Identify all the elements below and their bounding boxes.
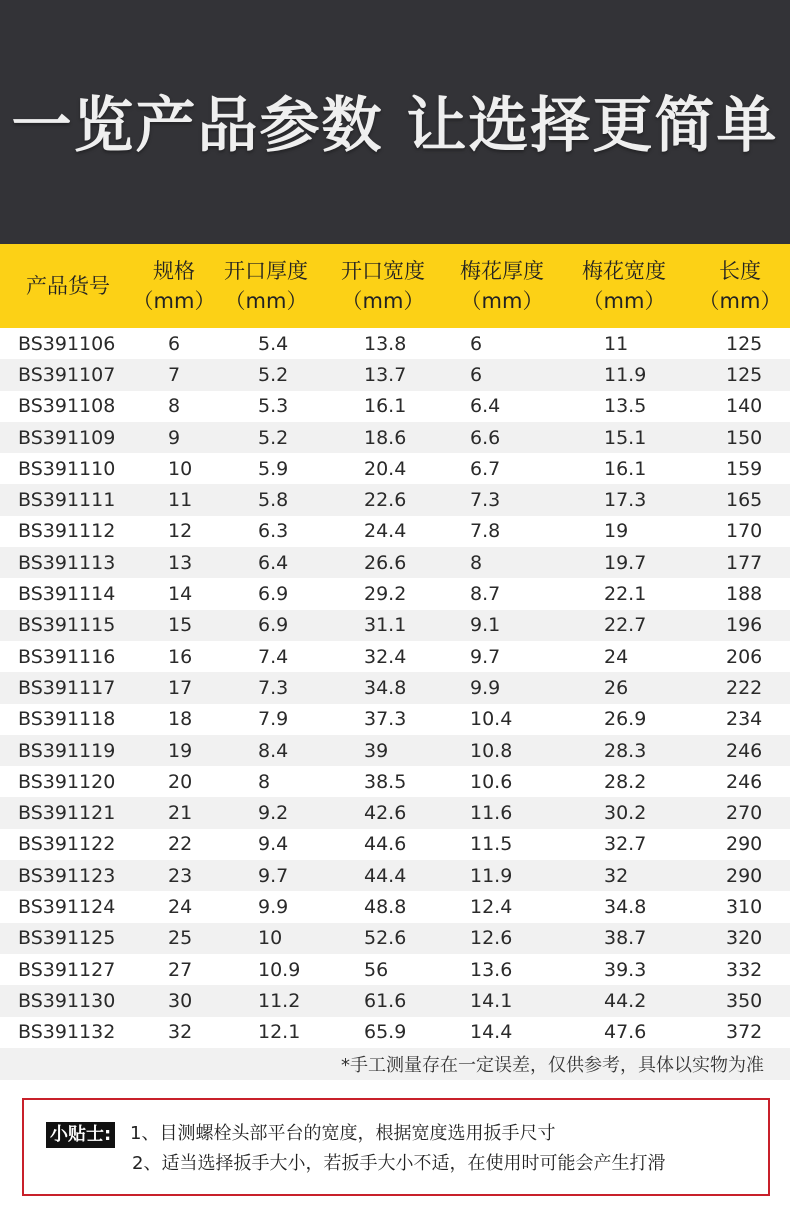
- cell-open-thickness: 10: [258, 927, 283, 950]
- cell-open-thickness: 12.1: [258, 1021, 301, 1044]
- header-spec: [132, 244, 216, 328]
- header-unit: （mm）: [224, 289, 308, 313]
- cell-length: 206: [726, 645, 763, 668]
- cell-product-code: BS391111: [18, 489, 116, 512]
- cell-spec: 8: [168, 395, 181, 418]
- cell-ring-thickness: 9.9: [470, 676, 501, 699]
- cell-spec: 13: [168, 551, 193, 574]
- cell-ring-width: 16.1: [604, 457, 647, 480]
- cell-open-width: 18.6: [364, 426, 407, 449]
- cell-ring-thickness: 7.8: [470, 520, 501, 543]
- cell-product-code: BS391115: [18, 614, 116, 637]
- cell-product-code: BS391123: [18, 864, 116, 887]
- table-row: [0, 891, 790, 922]
- cell-ring-width: 22.7: [604, 614, 647, 637]
- cell-open-width: 61.6: [364, 989, 407, 1012]
- cell-open-width: 52.6: [364, 927, 407, 950]
- cell-spec: 9: [168, 426, 181, 449]
- cell-length: 372: [726, 1021, 763, 1044]
- header-label: 梅花宽度: [582, 259, 666, 283]
- cell-open-width: 48.8: [364, 895, 407, 918]
- cell-product-code: BS391127: [18, 958, 116, 981]
- cell-length: 234: [726, 708, 763, 731]
- cell-open-thickness: 5.9: [258, 457, 289, 480]
- cell-ring-thickness: 11.9: [470, 864, 513, 887]
- table-row: [0, 672, 790, 703]
- cell-ring-width: 44.2: [604, 989, 647, 1012]
- header-unit: （mm）: [341, 289, 425, 313]
- cell-length: 222: [726, 676, 763, 699]
- cell-ring-thickness: 9.7: [470, 645, 501, 668]
- cell-length: 125: [726, 332, 763, 355]
- cell-product-code: BS391113: [18, 551, 116, 574]
- cell-open-thickness: 5.2: [258, 426, 289, 449]
- cell-product-code: BS391117: [18, 676, 116, 699]
- cell-ring-width: 11.9: [604, 363, 647, 386]
- cell-open-width: 56: [364, 958, 389, 981]
- cell-ring-thickness: 9.1: [470, 614, 501, 637]
- cell-ring-width: 24: [604, 645, 629, 668]
- cell-ring-thickness: 6: [470, 363, 483, 386]
- table-row: [0, 610, 790, 641]
- cell-ring-width: 39.3: [604, 958, 647, 981]
- table-body: [0, 328, 790, 1048]
- cell-open-width: 44.6: [364, 833, 407, 856]
- cell-open-thickness: 9.2: [258, 802, 289, 825]
- cell-spec: 19: [168, 739, 193, 762]
- cell-ring-thickness: 6.7: [470, 457, 501, 480]
- cell-ring-width: 26: [604, 676, 629, 699]
- cell-open-width: 24.4: [364, 520, 407, 543]
- cell-spec: 15: [168, 614, 193, 637]
- header-ring-width: [558, 244, 690, 328]
- cell-ring-width: 47.6: [604, 1021, 647, 1044]
- cell-ring-thickness: 14.1: [470, 989, 513, 1012]
- header-ring-thickness: [446, 244, 558, 328]
- cell-length: 177: [726, 551, 763, 574]
- cell-product-code: BS391125: [18, 927, 116, 950]
- cell-ring-thickness: 10.4: [470, 708, 513, 731]
- cell-open-width: 13.8: [364, 332, 407, 355]
- cell-open-width: 13.7: [364, 363, 407, 386]
- table-row: [0, 359, 790, 390]
- cell-open-width: 26.6: [364, 551, 407, 574]
- tips-label: 小贴士:: [46, 1122, 115, 1148]
- cell-open-thickness: 6.4: [258, 551, 289, 574]
- cell-length: 320: [726, 927, 763, 950]
- cell-product-code: BS391122: [18, 833, 116, 856]
- cell-spec: 25: [168, 927, 193, 950]
- cell-spec: 6: [168, 332, 181, 355]
- table-row: [0, 516, 790, 547]
- cell-length: 159: [726, 457, 763, 480]
- table-row: [0, 391, 790, 422]
- cell-ring-width: 28.2: [604, 770, 647, 793]
- tip-line-2: 2、适当选择扳手大小，若扳手大小不适，在使用时可能会产生打滑: [132, 1153, 666, 1174]
- cell-ring-width: 19: [604, 520, 629, 543]
- cell-ring-width: 19.7: [604, 551, 647, 574]
- cell-spec: 22: [168, 833, 193, 856]
- cell-open-thickness: 8: [258, 770, 271, 793]
- tip-line-1: 1、目测螺栓头部平台的宽度，根据宽度选用扳手尺寸: [130, 1123, 556, 1144]
- cell-open-width: 22.6: [364, 489, 407, 512]
- cell-spec: 10: [168, 457, 193, 480]
- cell-open-width: 16.1: [364, 395, 407, 418]
- cell-ring-width: 11: [604, 332, 629, 355]
- cell-spec: 16: [168, 645, 193, 668]
- cell-ring-width: 32: [604, 864, 629, 887]
- cell-product-code: BS391108: [18, 395, 116, 418]
- cell-length: 246: [726, 770, 763, 793]
- table-row: [0, 985, 790, 1016]
- cell-spec: 14: [168, 583, 193, 606]
- table-row: [0, 923, 790, 954]
- cell-product-code: BS391109: [18, 426, 116, 449]
- cell-open-width: 34.8: [364, 676, 407, 699]
- cell-spec: 24: [168, 895, 193, 918]
- cell-open-width: 65.9: [364, 1021, 407, 1044]
- cell-product-code: BS391114: [18, 583, 116, 606]
- cell-spec: 12: [168, 520, 193, 543]
- cell-ring-width: 32.7: [604, 833, 647, 856]
- cell-length: 188: [726, 583, 763, 606]
- table-row: [0, 453, 790, 484]
- table-row: [0, 641, 790, 672]
- header-product-code: [0, 244, 136, 328]
- cell-ring-thickness: 14.4: [470, 1021, 513, 1044]
- cell-spec: 32: [168, 1021, 193, 1044]
- cell-length: 165: [726, 489, 763, 512]
- table-row: [0, 547, 790, 578]
- table-row: [0, 704, 790, 735]
- cell-open-width: 38.5: [364, 770, 407, 793]
- cell-spec: 27: [168, 958, 193, 981]
- table-row: [0, 860, 790, 891]
- cell-length: 350: [726, 989, 763, 1012]
- cell-open-thickness: 6.3: [258, 520, 289, 543]
- cell-product-code: BS391120: [18, 770, 116, 793]
- cell-open-width: 39: [364, 739, 389, 762]
- table-row: [0, 422, 790, 453]
- cell-spec: 23: [168, 864, 193, 887]
- table-header: [0, 244, 790, 328]
- disclaimer-note: *手工测量存在一定误差，仅供参考，具体以实物为准: [0, 1048, 790, 1080]
- table-row: [0, 328, 790, 359]
- cell-ring-width: 38.7: [604, 927, 647, 950]
- cell-ring-width: 13.5: [604, 395, 647, 418]
- cell-ring-thickness: 6: [470, 332, 483, 355]
- header-label: 产品货号: [26, 274, 110, 298]
- cell-ring-thickness: 12.6: [470, 927, 513, 950]
- cell-open-thickness: 8.4: [258, 739, 289, 762]
- cell-spec: 11: [168, 489, 193, 512]
- header-label: 长度: [719, 259, 761, 283]
- cell-open-thickness: 6.9: [258, 583, 289, 606]
- header-label: 规格: [153, 259, 195, 283]
- cell-length: 290: [726, 864, 763, 887]
- cell-ring-thickness: 7.3: [470, 489, 501, 512]
- cell-ring-width: 30.2: [604, 802, 647, 825]
- cell-length: 170: [726, 520, 763, 543]
- cell-ring-width: 28.3: [604, 739, 647, 762]
- cell-length: 150: [726, 426, 763, 449]
- header-length: [690, 244, 790, 328]
- table-row: [0, 1017, 790, 1048]
- header-unit: （mm）: [132, 289, 216, 313]
- cell-ring-thickness: 11.5: [470, 833, 513, 856]
- cell-product-code: BS391116: [18, 645, 116, 668]
- cell-open-thickness: 9.9: [258, 895, 289, 918]
- cell-open-width: 42.6: [364, 802, 407, 825]
- cell-ring-thickness: 6.4: [470, 395, 501, 418]
- cell-open-thickness: 7.4: [258, 645, 289, 668]
- header-label: 梅花厚度: [460, 259, 544, 283]
- cell-ring-width: 34.8: [604, 895, 647, 918]
- cell-product-code: BS391106: [18, 332, 116, 355]
- cell-ring-thickness: 13.6: [470, 958, 513, 981]
- cell-product-code: BS391124: [18, 895, 116, 918]
- cell-spec: 17: [168, 676, 193, 699]
- header-open-width: [320, 244, 446, 328]
- cell-length: 140: [726, 395, 763, 418]
- cell-product-code: BS391112: [18, 520, 116, 543]
- cell-spec: 7: [168, 363, 181, 386]
- cell-open-thickness: 9.4: [258, 833, 289, 856]
- cell-length: 310: [726, 895, 763, 918]
- tips-box: [22, 1098, 770, 1196]
- cell-open-width: 37.3: [364, 708, 407, 731]
- cell-length: 270: [726, 802, 763, 825]
- cell-open-width: 31.1: [364, 614, 407, 637]
- cell-open-thickness: 6.9: [258, 614, 289, 637]
- cell-open-width: 44.4: [364, 864, 407, 887]
- cell-spec: 30: [168, 989, 193, 1012]
- cell-product-code: BS391107: [18, 363, 116, 386]
- cell-length: 125: [726, 363, 763, 386]
- table-row: [0, 578, 790, 609]
- cell-open-thickness: 7.3: [258, 676, 289, 699]
- cell-ring-thickness: 12.4: [470, 895, 513, 918]
- cell-ring-thickness: 8.7: [470, 583, 501, 606]
- cell-open-thickness: 5.8: [258, 489, 289, 512]
- cell-spec: 18: [168, 708, 193, 731]
- header-unit: （mm）: [460, 289, 544, 313]
- cell-length: 332: [726, 958, 763, 981]
- header-open-thickness: [212, 244, 320, 328]
- cell-open-thickness: 5.3: [258, 395, 289, 418]
- cell-length: 290: [726, 833, 763, 856]
- cell-length: 196: [726, 614, 763, 637]
- cell-ring-thickness: 11.6: [470, 802, 513, 825]
- cell-open-thickness: 9.7: [258, 864, 289, 887]
- cell-spec: 20: [168, 770, 193, 793]
- table-row: [0, 954, 790, 985]
- cell-open-thickness: 10.9: [258, 958, 301, 981]
- table-row: [0, 797, 790, 828]
- header-label: 开口宽度: [341, 259, 425, 283]
- header-label: 开口厚度: [224, 259, 308, 283]
- banner: [0, 0, 790, 244]
- cell-open-width: 29.2: [364, 583, 407, 606]
- cell-ring-width: 17.3: [604, 489, 647, 512]
- header-unit: （mm）: [582, 289, 666, 313]
- cell-open-thickness: 5.2: [258, 363, 289, 386]
- cell-product-code: BS391118: [18, 708, 116, 731]
- cell-length: 246: [726, 739, 763, 762]
- cell-ring-width: 15.1: [604, 426, 647, 449]
- header-unit: （mm）: [698, 289, 782, 313]
- cell-ring-thickness: 10.8: [470, 739, 513, 762]
- cell-open-width: 20.4: [364, 457, 407, 480]
- cell-open-width: 32.4: [364, 645, 407, 668]
- table-row: [0, 484, 790, 515]
- cell-ring-width: 26.9: [604, 708, 647, 731]
- table-row: [0, 735, 790, 766]
- cell-ring-thickness: 8: [470, 551, 483, 574]
- cell-product-code: BS391119: [18, 739, 116, 762]
- cell-product-code: BS391130: [18, 989, 116, 1012]
- cell-spec: 21: [168, 802, 193, 825]
- cell-open-thickness: 7.9: [258, 708, 289, 731]
- banner-title: 一览产品参数 让选择更简单: [11, 91, 779, 161]
- cell-ring-thickness: 6.6: [470, 426, 501, 449]
- cell-product-code: BS391121: [18, 802, 116, 825]
- cell-ring-thickness: 10.6: [470, 770, 513, 793]
- cell-open-thickness: 5.4: [258, 332, 289, 355]
- cell-open-thickness: 11.2: [258, 989, 301, 1012]
- table-row: [0, 766, 790, 797]
- cell-product-code: BS391110: [18, 457, 116, 480]
- table-row: [0, 829, 790, 860]
- cell-ring-width: 22.1: [604, 583, 647, 606]
- cell-product-code: BS391132: [18, 1021, 116, 1044]
